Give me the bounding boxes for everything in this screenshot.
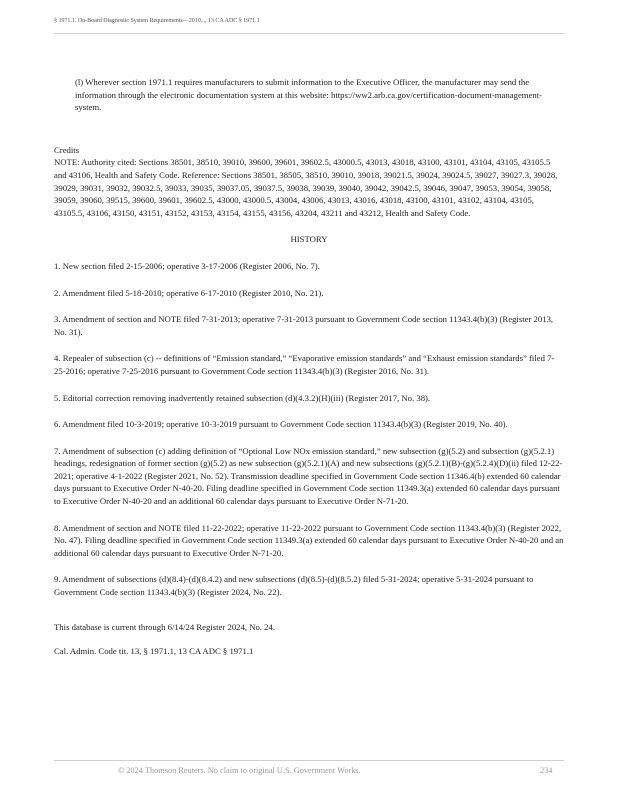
- credits-title: Credits: [54, 144, 80, 155]
- subsection-l-paragraph: (l) Wherever section 1971.1 requires manufacturers to submit information to the Executive Officer, the manufacturer may send the information through the electronic documentation system at this website: https://ww2.arb.ca.gov/certification-document-management-system.: [75, 77, 543, 113]
- history-heading: HISTORY: [290, 234, 328, 245]
- document-body: [54, 76, 564, 658]
- history-item: 1. New section filed 2-15-2006; operative 3-17-2006 (Register 2006, No. 7).: [54, 260, 320, 271]
- credits-note: NOTE: Authority cited: Sections 38501, 38510, 39010, 39600, 39601, 39602.5, 43000.5, 43013, 43018, 43100, 43101, 43104, 43105, 43105.5 and 43106, Health and Safety Code. Reference: Sections 38501, 38505, 38510, 39010, 39018, 39021.5, 39024, 39024.5, 39027, 39027.3, 39028, 39029, 39031, 39032, 39032.5, 39033, 39035, 39037.05, 39037.5, 39038, 39039, 39040, 39042, 39042.5, 39046, 39047, 39053, 39054, 39058, 39059, 39060, 39515, 39600, 39601, 39602.5, 43000, 43000.5, 43004, 43006, 43013, 43016, 43018, 43100, 43101, 43102, 43104, 43105, 43105.5, 43106, 43150, 43151, 43152, 43153, 43154, 43155, 43156, 43204, 43211 and 43212, Health and Safety Code.: [54, 157, 558, 218]
- history-item: 8. Amendment of section and NOTE filed 11-22-2022; operative 11-22-2022 pursuant to Government Code section 11343.4(b)(3) (Register 2022, No. 47). Filing deadline specified in Government Code section 11349.3(a) extended 60 calendar days pursuant to Executive Order N-40-20 and an additional 60 calendar days pursuant to Executive Order N-71-20.: [54, 522, 564, 558]
- footer-divider: [54, 760, 564, 761]
- citation: Cal. Admin. Code tit. 13, § 1971.1, 13 CA ADC § 1971.1: [54, 646, 254, 657]
- running-header: § 1971.1. On-Board Diagnostic System Requirements—2010..., 13 CA ADC § 1971.1: [54, 17, 260, 24]
- page-number: 234: [540, 766, 553, 775]
- history-item: 6. Amendment filed 10-3-2019; operative 10-3-2019 pursuant to Government Code section 11343.4(b)(3) (Register 2019, No. 40).: [54, 419, 508, 430]
- history-item: 2. Amendment filed 5-18-2010; operative 6-17-2010 (Register 2010, No. 21).: [54, 287, 324, 298]
- history-item: 9. Amendment of subsections (d)(8.4)-(d)(8.4.2) and new subsections (d)(8.5)-(d)(8.5.2) filed 5-31-2024; operative 5-31-2024 pursuant to Government Code section 11343.4(b)(3) (Register 2024, No. 22).: [54, 574, 534, 598]
- copyright-notice: © 2024 Thomson Reuters. No claim to original U.S. Government Works.: [118, 766, 361, 775]
- history-item: 3. Amendment of section and NOTE filed 7-31-2013; operative 7-31-2013 pursuant to Government Code section 11343.4(b)(3) (Register 2013, No. 31).: [54, 314, 554, 337]
- database-currency-note: This database is current through 6/14/24 Register 2024, No. 24.: [54, 621, 276, 632]
- history-list: [54, 260, 564, 599]
- history-item: 7. Amendment of subsection (c) adding definition of “Optional Low NOx emission standard,” new subsection (g)(5.2) and subsection (g)(5.2.1) headings, redesignation of former section (g)(5.2) as new subsection (g)(5.2.1)(A) and new subsections (g)(5.2.1)(B)-(g)(5.2.4)(D)(ii) filed 12-22-2021; operative 4-1-2022 (Register 2021, No. 52). Transmission deadline specified in Government Code section 11346.4(b) extended 60 calendar days pursuant to Executive Order N-40-20. Filing deadline specified in Government Code section 11349.3(a) extended 60 calendar days pursuant to Executive Order N-40-20 and an additional 60 calendar days pursuant to Executive Order N-71-20.: [54, 445, 563, 507]
- history-item: 5. Editorial correction removing inadvertently retained subsection (d)(4.3.2)(H)(iii) (Register 2017, No. 38).: [54, 392, 431, 403]
- header-divider: [54, 33, 564, 34]
- history-item: 4. Repealer of subsection (c) -- definitions of “Emission standard,” “Evaporative emission standards” and “Exhaust emission standards” filed 7-25-2016; operative 7-25-2016 pursuant to Government Code section 11343.4(b)(3) (Register 2016, No. 31).: [54, 353, 555, 376]
